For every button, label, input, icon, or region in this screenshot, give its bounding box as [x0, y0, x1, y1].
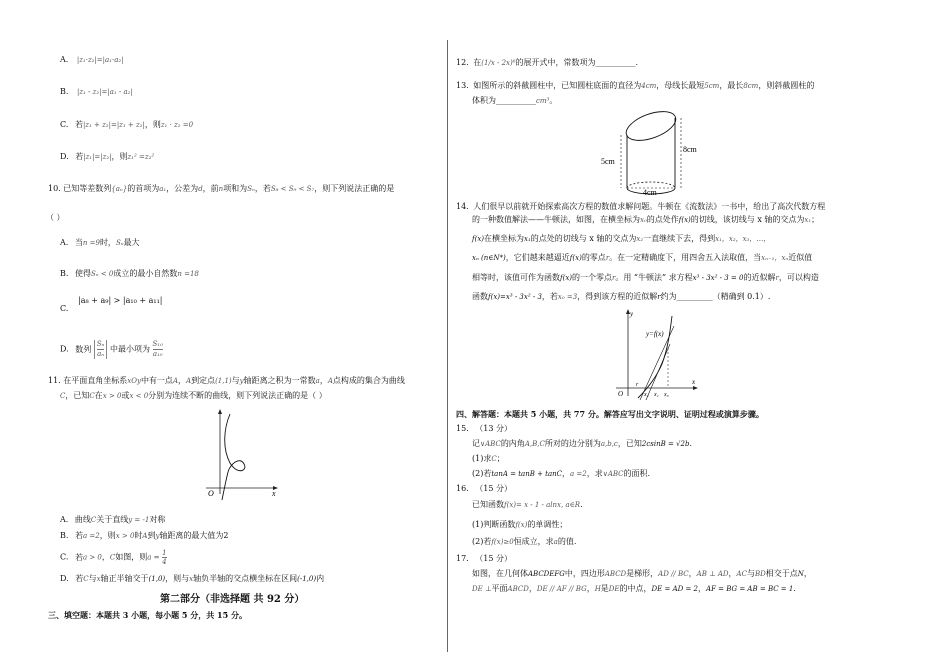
section-four-title: 四、解答题：本题共 5 小题，共 77 分。解答应写出文字说明、证明过程或演算步骤。 [456, 409, 764, 419]
option-text: ，则 [144, 120, 161, 129]
fraction-num: 1 [162, 549, 167, 557]
q10-paren: （ ） [46, 213, 65, 222]
option-math: A [142, 532, 148, 540]
option-letter: D. [60, 152, 69, 161]
question-math: ABCD [507, 585, 529, 593]
q11-option-d [60, 573, 324, 585]
question-math: (1/x - 2x)⁶ [481, 59, 516, 67]
question-text: (1)判断函数 [472, 520, 516, 529]
option-text: 若 [74, 552, 83, 562]
x-label: x [692, 378, 696, 386]
question-text: 的单调性； [527, 520, 568, 529]
question-text: （精确到 0.1）. [712, 292, 771, 301]
q9-option-d [60, 151, 154, 163]
option-text: 最大 [123, 238, 140, 247]
question-text: ，已知 [65, 391, 90, 400]
question-math: H [594, 585, 601, 593]
option-letter: A. [60, 515, 69, 524]
question-math: AD // BC [658, 570, 689, 578]
q15-part2 [472, 468, 650, 480]
option-text: 内 [316, 574, 325, 583]
question-math: AF = BG = AB = BC = 1 [706, 585, 794, 593]
option-text: 轴负半轴的交点横坐标在区间 [193, 574, 298, 583]
q11-option-b [60, 530, 229, 542]
origin-label: O [618, 390, 624, 398]
fraction-num: Sₙ [96, 340, 105, 348]
question-text: 项和为 [223, 184, 248, 193]
q9-option-c [60, 119, 193, 131]
option-math: |z₁·z₂|=|a₁·a₂| [76, 56, 124, 64]
question-text: 一直继续下去，得到 [643, 234, 716, 243]
q13-stem-line2 [472, 95, 557, 107]
origin-label: O [208, 489, 214, 498]
q15-stem [472, 438, 692, 450]
option-math: C [109, 553, 116, 562]
option-math: x [189, 575, 194, 583]
question-text: ，前 [202, 184, 219, 193]
root-label: r [636, 382, 639, 388]
question-math: x₀ =3 [557, 293, 578, 301]
question-text: 与 [231, 376, 240, 385]
question-text: . [580, 500, 583, 509]
question-text: 所对的边分别为 [544, 439, 601, 448]
question-text: 轴距离之积为一常数 [243, 376, 316, 385]
question-text: ，求 [586, 469, 603, 478]
question-text: 分别为连续不断的曲线，则下列说法正确的是（ ） [148, 391, 327, 400]
question-text: ，可以构造 [778, 273, 819, 282]
question-math: f(x)≥0 [491, 538, 514, 546]
question-text: 体积为 [472, 96, 496, 105]
question-text: ， [319, 376, 328, 385]
question-text: ，得到该方程的近似解 [577, 292, 658, 301]
option-text: 到 [147, 531, 156, 540]
question-math: n [218, 185, 224, 193]
question-math: r [775, 274, 779, 282]
question-math: A [186, 377, 192, 385]
question-text: ，若 [541, 292, 558, 301]
question-text: 或 [121, 391, 130, 400]
question-text: 在平面直角坐标系 [63, 376, 128, 385]
question-text: ； [811, 215, 820, 224]
question-math: ABCD [604, 570, 627, 578]
question-text: 。 [549, 96, 558, 105]
fraction-s10-a10 [153, 340, 163, 359]
question-math: DE // AF // BG [536, 585, 587, 593]
question-math: x³ - 3x² - 3 = 0 [692, 274, 744, 282]
option-text: ，则与 [165, 574, 190, 583]
label-8cm: 8cm [683, 145, 697, 154]
question-math: C [491, 455, 497, 463]
question-math: 5cm [704, 82, 720, 90]
q16-part2 [472, 536, 576, 548]
question-math: d [198, 185, 203, 193]
question-text: 。在一定精确度下，用四舍五入法取值，当 [609, 253, 762, 262]
question-text: ； [496, 454, 505, 463]
question-math: f(x) [678, 216, 691, 224]
option-letter: A. [60, 238, 69, 247]
fraction-sn-an [94, 340, 108, 359]
question-text: ，已知 [617, 439, 642, 448]
option-text: ，则 [111, 152, 128, 161]
q10-option-c-math: |a₈ + a₉| > |a₁₀ + a₁₁| [78, 296, 163, 305]
question-text: ， [528, 584, 537, 593]
question-math: x₁ [804, 216, 812, 224]
option-text: 关于直线 [96, 515, 129, 524]
question-math: BD [754, 570, 766, 578]
option-text: ，则 [99, 531, 116, 540]
question-math: f(x)= x - 1 - alnx, a∈R [504, 501, 581, 509]
question-text: 中，四边形 [564, 569, 605, 578]
fraction-den: 4 [162, 558, 167, 566]
question-math: tanA = tanB + tanC [491, 470, 563, 478]
question-text: 的中点， [619, 584, 652, 593]
option-math: (1,0) [148, 575, 166, 583]
question-math: r [605, 254, 610, 262]
question-text: 如图所示的斜截圆柱中，已知圆柱底面的直径为 [473, 81, 642, 90]
question-score: （13 分） [475, 424, 513, 433]
question-text: 相交于点 [765, 569, 798, 578]
q15-part1 [472, 453, 505, 465]
question-text: (2)若 [472, 469, 492, 478]
question-text: ，若 [254, 184, 271, 193]
q10-option-d [60, 340, 163, 359]
question-text: ， [562, 469, 571, 478]
question-number: 15. [456, 424, 469, 433]
question-number: 14. [456, 202, 469, 211]
fraction-one-quarter [162, 549, 166, 566]
question-math: DE = AD = 2 [651, 585, 699, 593]
question-math: x > 0 [102, 392, 122, 400]
question-math: A [172, 377, 178, 385]
q14-line4 [472, 252, 812, 264]
option-letter: C. [60, 552, 69, 562]
question-text: 是梯形， [626, 569, 659, 578]
q17-line1 [472, 568, 812, 580]
question-math: N [797, 570, 804, 578]
option-letter: C. [60, 120, 69, 129]
option-text: 成立的最小自然数 [113, 269, 178, 278]
question-math: f(x) [515, 521, 528, 529]
question-text: 在 [473, 58, 482, 67]
question-number: 12. [456, 58, 469, 67]
q17-line2 [472, 583, 796, 595]
question-number: 16. [456, 484, 469, 493]
question-text: ， [803, 569, 812, 578]
question-text: ，它们越来越逼近 [505, 253, 570, 262]
question-math: x₁ [524, 235, 531, 243]
question-math: 4cm [641, 82, 657, 90]
q14-line5 [472, 272, 819, 284]
q11-curve-figure [200, 408, 280, 500]
part-two-title: 第二部分（非选择题 共 92 分） [160, 594, 305, 605]
left-column [0, 0, 445, 672]
option-letter: B. [60, 531, 69, 540]
option-text: 轴正半轴交于 [100, 574, 149, 583]
question-text: ，公差为 [166, 184, 199, 193]
question-text: 在横坐标为 [484, 234, 525, 243]
question-text: 的一个零点 [572, 273, 613, 282]
option-math: |z₁ + z₂|=|z₁ + z₂| [82, 121, 145, 129]
label-4cm: 4cm [643, 188, 657, 196]
question-math: ABCDEFG [528, 570, 565, 578]
function-curve [638, 316, 672, 398]
option-letter: A. [60, 55, 69, 64]
option-math: C [83, 575, 89, 583]
fraction-den: a₁₀ [152, 350, 163, 358]
q14-line3 [472, 233, 770, 245]
fraction-num: S₁₀ [152, 340, 163, 348]
option-math: z₁² =z₂² [127, 153, 155, 161]
question-math: x₀ [640, 216, 647, 224]
option-letter: D. [60, 344, 69, 354]
label-5cm: 5cm [601, 157, 615, 166]
question-text: ，则下列说法正确的是 [314, 184, 395, 193]
option-math: Sₙ [115, 239, 124, 247]
column-divider [447, 40, 448, 652]
question-text: 到定点 [191, 376, 216, 385]
question-math: r [657, 293, 661, 301]
question-math: f(x)=x³ - 3x² - 3 [488, 293, 542, 301]
question-math: a [553, 538, 558, 546]
question-number: 10. [48, 184, 61, 193]
question-math: {aₙ} [111, 185, 128, 193]
q11-option-a [60, 514, 165, 526]
q13-cylinder-figure [597, 108, 707, 196]
q9-option-a [60, 54, 124, 66]
option-math: y = -1 [128, 516, 150, 524]
question-math: AB ⊥ AD [696, 570, 729, 578]
question-text: 。用 “牛顿法” 求方程 [615, 273, 693, 282]
slanted-top-ellipse [622, 108, 679, 146]
option-math: |z₁|=|z₂| [83, 153, 112, 161]
question-text: 的首项为 [127, 184, 160, 193]
question-math: 2csinB = √2b [641, 440, 690, 448]
q13-stem-line1 [456, 80, 814, 92]
question-math: x < 0 [129, 392, 149, 400]
option-text: 若 [75, 152, 84, 161]
q14-line6 [472, 291, 770, 303]
option-text: 若 [74, 531, 83, 540]
answer-blank[interactable]: _________ [676, 292, 713, 301]
question-text: 相等时，该值可作为函数 [472, 273, 560, 282]
x1-label: x₁ [654, 392, 659, 398]
y-label: y [630, 310, 634, 318]
question-text: 的展开式中，常数项为 [515, 58, 596, 67]
option-text: ， [101, 552, 110, 562]
question-text: 函数 [472, 292, 488, 301]
question-math: f(x) [569, 254, 582, 262]
option-text: 若 [75, 574, 84, 583]
question-text: ， [688, 569, 697, 578]
option-text: 若 [74, 120, 83, 129]
question-math: x₁，x₂，x₃，…， [715, 235, 771, 243]
question-math: cm³ [536, 97, 550, 105]
q15-header [456, 423, 512, 434]
q10-stem [48, 183, 394, 195]
question-math: a,b,c [600, 440, 618, 448]
q16-header [456, 483, 512, 494]
question-text: ， [728, 569, 737, 578]
option-math: (-1,0) [297, 575, 317, 583]
question-math: A [327, 377, 333, 385]
question-number: 11. [48, 376, 61, 385]
question-math: C [60, 392, 66, 400]
option-letter: D. [60, 574, 69, 583]
question-math: f(x) [472, 235, 485, 243]
question-text: 已知函数 [472, 500, 504, 509]
question-math: A,B,C [524, 440, 545, 448]
question-math: DE ⊥ [472, 585, 492, 593]
question-math: Sₙ [247, 185, 255, 193]
question-text: 点构成的集合为曲线 [332, 376, 405, 385]
question-number: 17. [456, 554, 469, 563]
question-math: 8cm [743, 82, 759, 90]
option-text: 中最小项为 [109, 344, 150, 354]
question-math: xOy [127, 377, 141, 385]
question-text: 如图，在几何体 [472, 569, 528, 578]
question-text: 在 [94, 391, 103, 400]
q14-line1 [456, 201, 825, 212]
q17-header [456, 553, 512, 564]
option-text: 使得 [74, 269, 91, 278]
question-math: a =2 [570, 470, 587, 478]
x0-label: x₀ [664, 392, 669, 398]
question-text: 人们很早以前就开始探索高次方程的数值求解问题。牛顿在《流数法》一书中，给出了高次代数方程 [473, 202, 826, 211]
option-math: y [155, 532, 160, 540]
option-text: 时 [134, 531, 143, 540]
question-score: （15 分） [475, 484, 513, 493]
question-text: 的零点 [581, 253, 606, 262]
question-text: 记 [472, 439, 480, 448]
question-text: 的点处的切线与 x 轴的交点为 [530, 234, 637, 243]
question-text: 与 [746, 569, 755, 578]
question-math: x₂ [636, 235, 644, 243]
question-text: ，母线长最短 [656, 81, 705, 90]
question-math: (1,1) [215, 377, 232, 385]
question-math: a [315, 377, 320, 385]
q10-option-c-letter: C. [60, 304, 69, 313]
option-text: 如图，则 [115, 552, 148, 562]
option-math: x > 0 [115, 532, 135, 540]
section-three-title: 三、填空题：本题共 3 小题，每小题 5 分，共 15 分。 [48, 610, 247, 620]
q9-option-b [60, 86, 133, 98]
option-math: |z₁ - z₂|=|a₁ - a₂| [76, 88, 133, 96]
option-text: 与 [88, 574, 97, 583]
option-math: n =9 [82, 239, 100, 247]
question-math: AC [736, 570, 747, 578]
option-math: a > 0 [82, 553, 102, 562]
question-math: y [239, 377, 244, 385]
question-text: ，最长 [719, 81, 744, 90]
q11-stem-line1 [48, 375, 405, 387]
question-math: r [612, 274, 616, 282]
question-math: xₙ₋₁，xₙ [761, 254, 789, 262]
question-math: DE [608, 585, 620, 593]
question-text: 的值. [557, 537, 577, 546]
option-text: 轴距离的最大值为2 [159, 531, 229, 540]
question-text: (2)若 [472, 537, 492, 546]
question-text: ，则斜截圆柱的 [758, 81, 815, 90]
function-label: y=f(x) [646, 330, 664, 338]
x-label: x [272, 489, 276, 498]
question-text: 的面积. [623, 469, 651, 478]
option-text: 数列 [75, 344, 92, 354]
question-text: 的内角 [500, 439, 525, 448]
q11-option-c [60, 549, 167, 566]
q10-option-b [60, 268, 199, 280]
option-math: a = [147, 553, 160, 562]
fraction-den: aₙ [97, 350, 105, 358]
option-letter: B. [60, 87, 69, 96]
option-math: C [90, 516, 97, 524]
option-math: z₁ · z₂ =0 [160, 121, 194, 129]
x-axis-arrow [693, 386, 698, 390]
q14-newton-figure [612, 308, 700, 400]
question-text: 是 [600, 584, 609, 593]
question-text: 的一种数值解法——牛顿法，如图，在横坐标为 [472, 215, 640, 224]
question-math: f(x) [560, 274, 573, 282]
question-text: ， [586, 584, 595, 593]
question-text: . [689, 439, 692, 448]
question-text: 中有一点 [140, 376, 173, 385]
question-text: 约为 [660, 292, 677, 301]
q14-line2 [472, 214, 819, 226]
question-text: ， [178, 376, 186, 385]
q10-option-a [60, 237, 140, 249]
q16-stem [472, 499, 583, 511]
question-text: . [635, 58, 639, 67]
y-axis-arrow [218, 409, 222, 414]
option-math: n =18 [177, 270, 199, 278]
question-text: (1)求 [472, 454, 492, 463]
question-math: a₁ [159, 185, 167, 193]
q12-stem [456, 57, 638, 69]
x2-label: x₂ [644, 392, 649, 398]
option-letter: B. [60, 269, 69, 278]
question-text: 的近似解 [743, 273, 776, 282]
question-number: 13. [456, 81, 469, 90]
question-text: 近似值 [788, 253, 813, 262]
question-math: ∨ABC [480, 440, 501, 448]
question-math: S₈ < S₉ < S₇ [270, 185, 315, 193]
question-text: 恒成立，求 [513, 537, 554, 546]
q16-part1 [472, 519, 567, 531]
question-text: 的点处作 [646, 215, 679, 224]
option-text: 当 [74, 238, 83, 247]
option-text: 曲线 [74, 515, 91, 524]
option-math: Sₙ < 0 [90, 270, 114, 278]
option-text: 对称 [149, 515, 166, 524]
question-text: 已知等差数列 [63, 184, 112, 193]
answer-blank[interactable]: __________ [595, 58, 636, 67]
question-math: ∨ABC [602, 470, 624, 478]
question-text: 平面 [491, 584, 508, 593]
question-text: 的切线，该切线与 x 轴的交点为 [690, 215, 805, 224]
answer-blank[interactable]: __________ [496, 96, 536, 105]
question-text: . [793, 584, 796, 593]
right-column [452, 0, 950, 672]
q11-stem-line2 [60, 390, 327, 402]
option-math: x [96, 575, 101, 583]
question-math: xₙ (n∈N*) [472, 254, 506, 262]
option-text: 时， [99, 238, 116, 247]
curve-c [222, 414, 245, 500]
question-text: ， [698, 584, 707, 593]
option-math: a =2 [82, 532, 100, 540]
question-math: C [89, 392, 95, 400]
question-score: （15 分） [475, 554, 513, 563]
